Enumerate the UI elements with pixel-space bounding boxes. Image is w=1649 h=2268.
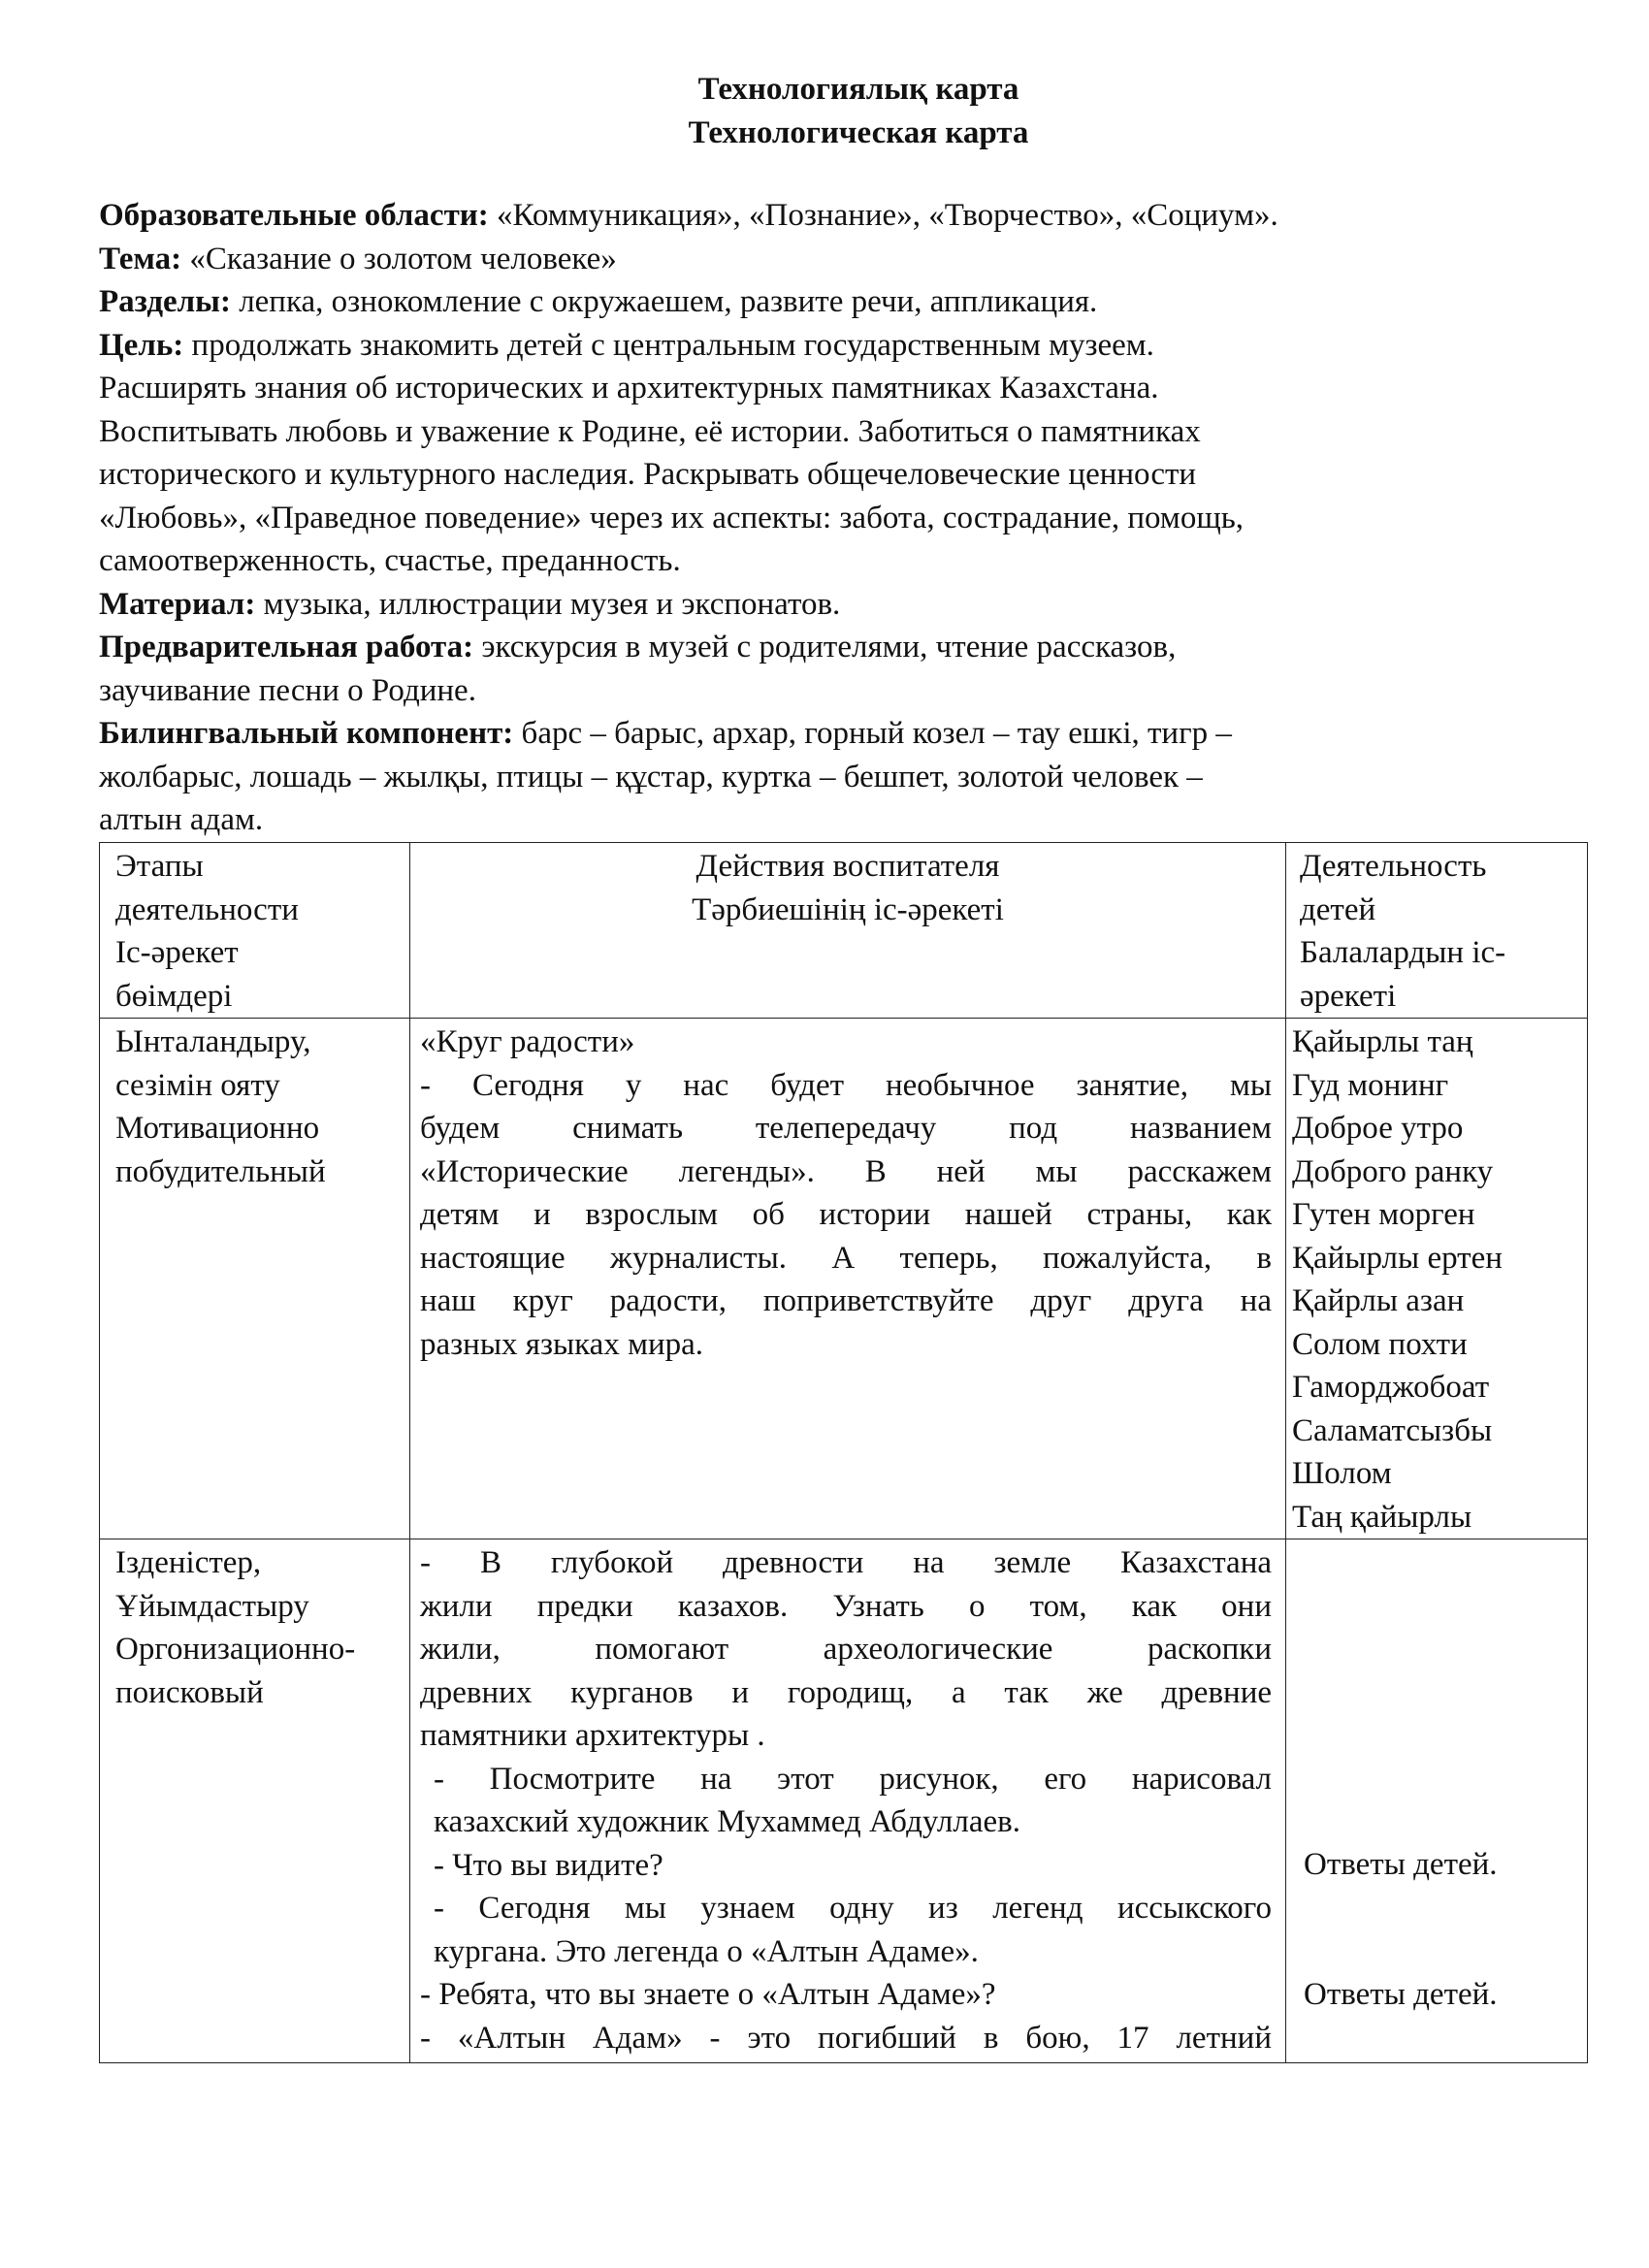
document-titles (0, 68, 1649, 155)
meta-tema: Тема: «Сказание о золотом человеке» (99, 241, 617, 276)
title-kazakh: Технологиялық карта (697, 72, 1019, 107)
meta-cel-line: Воспитывать любовь и уважение к Родине, её истории. Заботиться о памятниках (99, 413, 1201, 449)
meta-bilingual: Билингвальный компонент: барс – барыс, архар, горный козел – тау ешкі, тигр – (99, 716, 1232, 751)
meta-bilingual-line: алтын адам. (99, 802, 264, 837)
meta-bilingual-line: жолбарыс, лошадь – жылқы, птицы – құстар, куртка – бешпет, золотой человек – (99, 759, 1203, 794)
header-children-activity: Деятельность детей Балалардын іс- әрекеті (1286, 843, 1588, 1019)
table-row (100, 1019, 1588, 1539)
meta-oblasti: Образовательные области: «Коммуникация», «Познание», «Творчество», «Социум». (99, 198, 1278, 233)
tech-card-table (99, 842, 1588, 2063)
answer-label: Ответы детей. (1304, 1847, 1498, 1882)
table-header-row (100, 843, 1588, 1019)
teacher-actions-organization: - В глубокой древности на земле Казахстана жили предки казахов. Узнать о том, как они жили, помогают археологические раскопки древних курганов и городищ, а так же древние памятники архитектуры . - Посмотрите на этот рисунок, его нарисовал казахский художник Мухаммед Абдуллаев. - Что вы видите? - Сегодня мы узнаем одну из легенд иссыкского кургана. Это легенда о «Алтын Адаме». - Ребята, что вы знаете о «Алтын Адаме»? - «Алтын Адам» - это погибший в бою, 17 летний (410, 1539, 1286, 2063)
title-russian: Технологическая карта (688, 115, 1029, 150)
teacher-actions-motivation: «Круг радости» - Сегодня у нас будет необычное занятие, мы будем снимать телепередачу под названием «Исторические легенды». В ней мы расскажем детям и взрослым об истории нашей страны, как настоящие журналисты. А теперь, пожалуйста, в наш круг радости, поприветствуйте друг друга на разных языках мира. (410, 1019, 1286, 1539)
meta-cel-line: «Любовь», «Праведное поведение» через их аспекты: забота, сострадание, помощь, (99, 500, 1245, 535)
stage-motivation: Ынталандыру, сезімін ояту Мотивационно побудительный (100, 1019, 410, 1539)
meta-cel-line: Расширять знания об исторических и архитектурных памятниках Казахстана. (99, 371, 1159, 405)
stage-organization: Ізденістер, Ұйымдастыру Оргонизационно- поисковый (100, 1539, 410, 2063)
meta-cel-line: самоотверженность, счастье, преданность. (99, 543, 681, 578)
children-greetings: Қайырлы таң Гуд монинг Доброе утро Доброго ранку Гутен морген Қайырлы ертен Қайрлы азан Солом похти Гаморджобоат Саламатсызбы Шолом Таң қайырлы (1286, 1019, 1588, 1539)
meta-material: Материал: музыка, иллюстрации музея и экспонатов. (99, 586, 841, 622)
meta-cel: Цель: продолжать знакомить детей с центральным государственным музеем. (99, 327, 1154, 363)
lesson-meta (99, 194, 1496, 842)
answer-label: Ответы детей. (1304, 1976, 1498, 2012)
meta-pred: Предварительная работа: экскурсия в музей с родителями, чтение рассказов, (99, 630, 1177, 664)
meta-cel-line: исторического и культурного наследия. Раскрывать общечеловеческие ценности (99, 457, 1197, 492)
table-row (100, 1539, 1588, 2063)
meta-razdely: Разделы: лепка, ознокомление с окружаешем, развите речи, аппликация. (99, 284, 1098, 319)
children-answers (1286, 1539, 1588, 2063)
header-stages: Этапы деятельности Іс-әрекет бөімдері (100, 843, 410, 1019)
header-teacher-actions: Действия воспитателя Тәрбиешінің іс-әрекеті (410, 843, 1286, 1019)
meta-pred-line: заучивание песни о Родине. (99, 672, 476, 708)
